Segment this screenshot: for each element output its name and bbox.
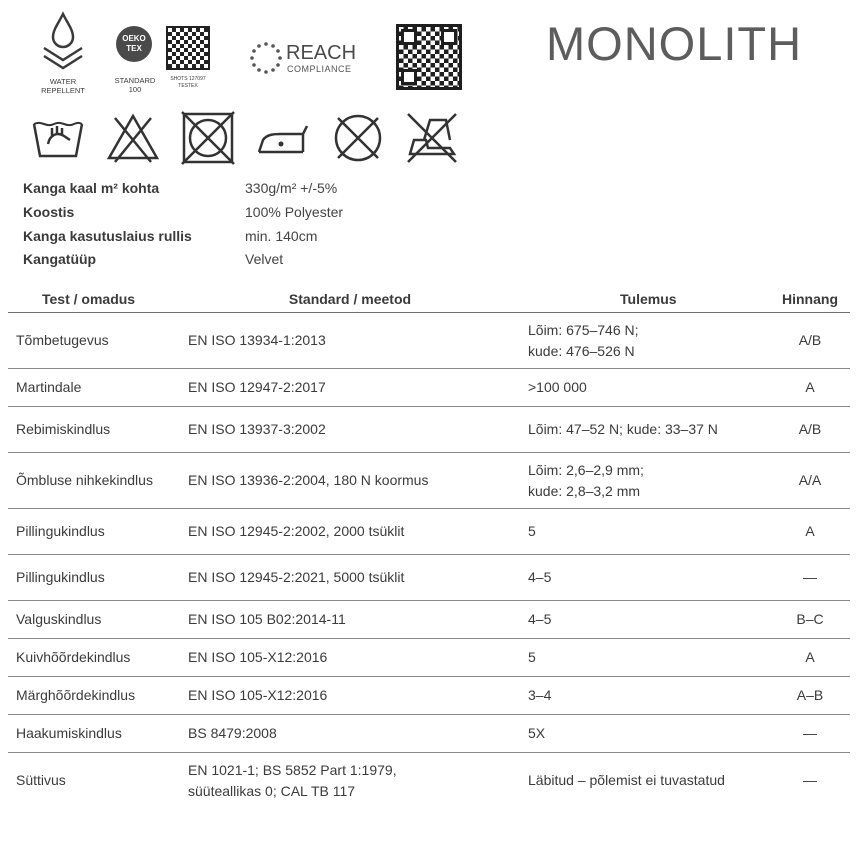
table-row — [8, 369, 850, 407]
cell-standard: EN ISO 13934-1:2013 — [180, 313, 520, 369]
oeko-code-2: TESTEX — [178, 83, 198, 89]
cell-result: Lõim: 675–746 N; kude: 476–526 N — [520, 313, 770, 369]
cell-test: Pillingukindlus — [8, 555, 180, 601]
table-row — [8, 453, 850, 509]
reach-title: REACH — [286, 42, 357, 64]
spec-value-weight: 330g/m² +/-5% — [245, 180, 338, 196]
cell-test: Õmbluse nihkekindlus — [8, 453, 180, 509]
table-row — [8, 313, 850, 369]
water-repellent-logo — [36, 10, 90, 96]
oeko-standard-number: 100 — [128, 85, 142, 94]
spec-value-fabric-type: Velvet — [245, 251, 284, 267]
cell-test: Märghõõrdekindlus — [8, 677, 180, 715]
cell-test: Valguskindlus — [8, 601, 180, 639]
table-row — [8, 753, 850, 809]
cell-result: 5 — [520, 639, 770, 677]
cell-standard: EN ISO 13937-3:2002 — [180, 407, 520, 453]
reach-compliance-logo — [248, 40, 370, 80]
cell-grade: A/B — [770, 313, 850, 369]
table-row — [8, 677, 850, 715]
wash-by-hand-icon — [30, 110, 86, 166]
iron-low-icon — [255, 110, 311, 166]
cell-grade: A/A — [770, 453, 850, 509]
oeko-code-1: SHOTS 127097 — [170, 76, 206, 82]
cell-grade: B–C — [770, 601, 850, 639]
cell-grade: A/B — [770, 407, 850, 453]
water-repellent-label-1: WATER — [49, 77, 77, 86]
do-not-dry-clean-icon — [330, 110, 386, 166]
table-row — [8, 407, 850, 453]
table-row — [8, 639, 850, 677]
header-result: Tulemus — [520, 286, 770, 313]
cell-standard: EN ISO 105-X12:2016 — [180, 677, 520, 715]
cell-test: Süttivus — [16, 772, 66, 789]
cell-standard: EN ISO 12947-2:2017 — [180, 369, 520, 407]
cell-standard: EN ISO 13936-2:2004, 180 N koormus — [180, 453, 520, 509]
header-test: Test / omadus — [8, 286, 180, 313]
table-header-row — [8, 286, 850, 313]
spec-label-composition: Koostis — [23, 204, 75, 220]
oeko-standard-label: STANDARD — [114, 76, 156, 85]
cell-test: Pillingukindlus — [8, 509, 180, 555]
table-row — [8, 555, 850, 601]
cell-result: Läbitud – põlemist ei tuvastatud — [528, 772, 725, 789]
cell-result: >100 000 — [520, 369, 770, 407]
cell-result: 5X — [520, 715, 770, 753]
oeko-tex-logo — [110, 26, 220, 96]
cell-result: 5 — [520, 509, 770, 555]
spec-label-fabric-type: Kangatüüp — [23, 251, 97, 267]
product-qr-code-icon — [396, 24, 462, 90]
table-row — [8, 509, 850, 555]
care-icons-row — [30, 110, 470, 166]
cell-standard: EN 1021-1; BS 5852 Part 1:1979, süüteallikas 0; CAL TB 117 — [188, 761, 397, 799]
test-results-table — [8, 286, 850, 809]
header-standard: Standard / meetod — [180, 286, 520, 313]
table-row — [8, 601, 850, 639]
reach-stars-icon — [248, 40, 284, 76]
brand-title: MONOLITH — [546, 17, 803, 70]
spec-label-weight: Kanga kaal m² kohta — [23, 180, 160, 196]
oeko-tex-badge: OEKO TEX — [116, 26, 152, 62]
cell-grade: A — [770, 639, 850, 677]
cell-test: Martindale — [8, 369, 180, 407]
header-grade: Hinnang — [770, 286, 850, 313]
cell-standard: EN ISO 105 B02:2014-11 — [180, 601, 520, 639]
do-not-tumble-dry-icon — [180, 110, 236, 166]
cell-test: Haakumiskindlus — [8, 715, 180, 753]
cell-standard: EN ISO 12945-2:2021, 5000 tsüklit — [180, 555, 520, 601]
cell-result: 4–5 — [520, 601, 770, 639]
cell-result: Lõim: 47–52 N; kude: 33–37 N — [520, 407, 770, 453]
oeko-qr-code-icon — [166, 26, 210, 70]
cell-standard: EN ISO 12945-2:2002, 2000 tsüklit — [180, 509, 520, 555]
cell-grade: — — [770, 555, 850, 601]
cell-grade: — — [803, 772, 817, 789]
spec-value-width: min. 140cm — [245, 228, 318, 244]
table-row — [8, 715, 850, 753]
cell-grade: A — [770, 509, 850, 555]
water-repellent-label-2: REPELLENT — [41, 86, 85, 95]
cell-test: Rebimiskindlus — [8, 407, 180, 453]
do-not-bleach-icon — [105, 110, 161, 166]
cell-grade: A–B — [770, 677, 850, 715]
spec-value-composition: 100% Polyester — [245, 204, 344, 220]
water-repellent-icon — [36, 10, 90, 72]
spec-label-width: Kanga kasutuslaius rullis — [23, 228, 192, 244]
cell-test: Tõmbetugevus — [8, 313, 180, 369]
cell-standard: EN ISO 105-X12:2016 — [180, 639, 520, 677]
cell-result: 4–5 — [520, 555, 770, 601]
reach-subtitle: COMPLIANCE — [287, 64, 352, 74]
cell-test: Kuivhõõrdekindlus — [8, 639, 180, 677]
cell-grade: A — [770, 369, 850, 407]
cell-grade: — — [770, 715, 850, 753]
do-not-wet-clean-icon — [404, 110, 460, 166]
cell-result: 3–4 — [520, 677, 770, 715]
cell-result: Lõim: 2,6–2,9 mm; kude: 2,8–3,2 mm — [520, 453, 770, 509]
cell-standard: BS 8479:2008 — [180, 715, 520, 753]
